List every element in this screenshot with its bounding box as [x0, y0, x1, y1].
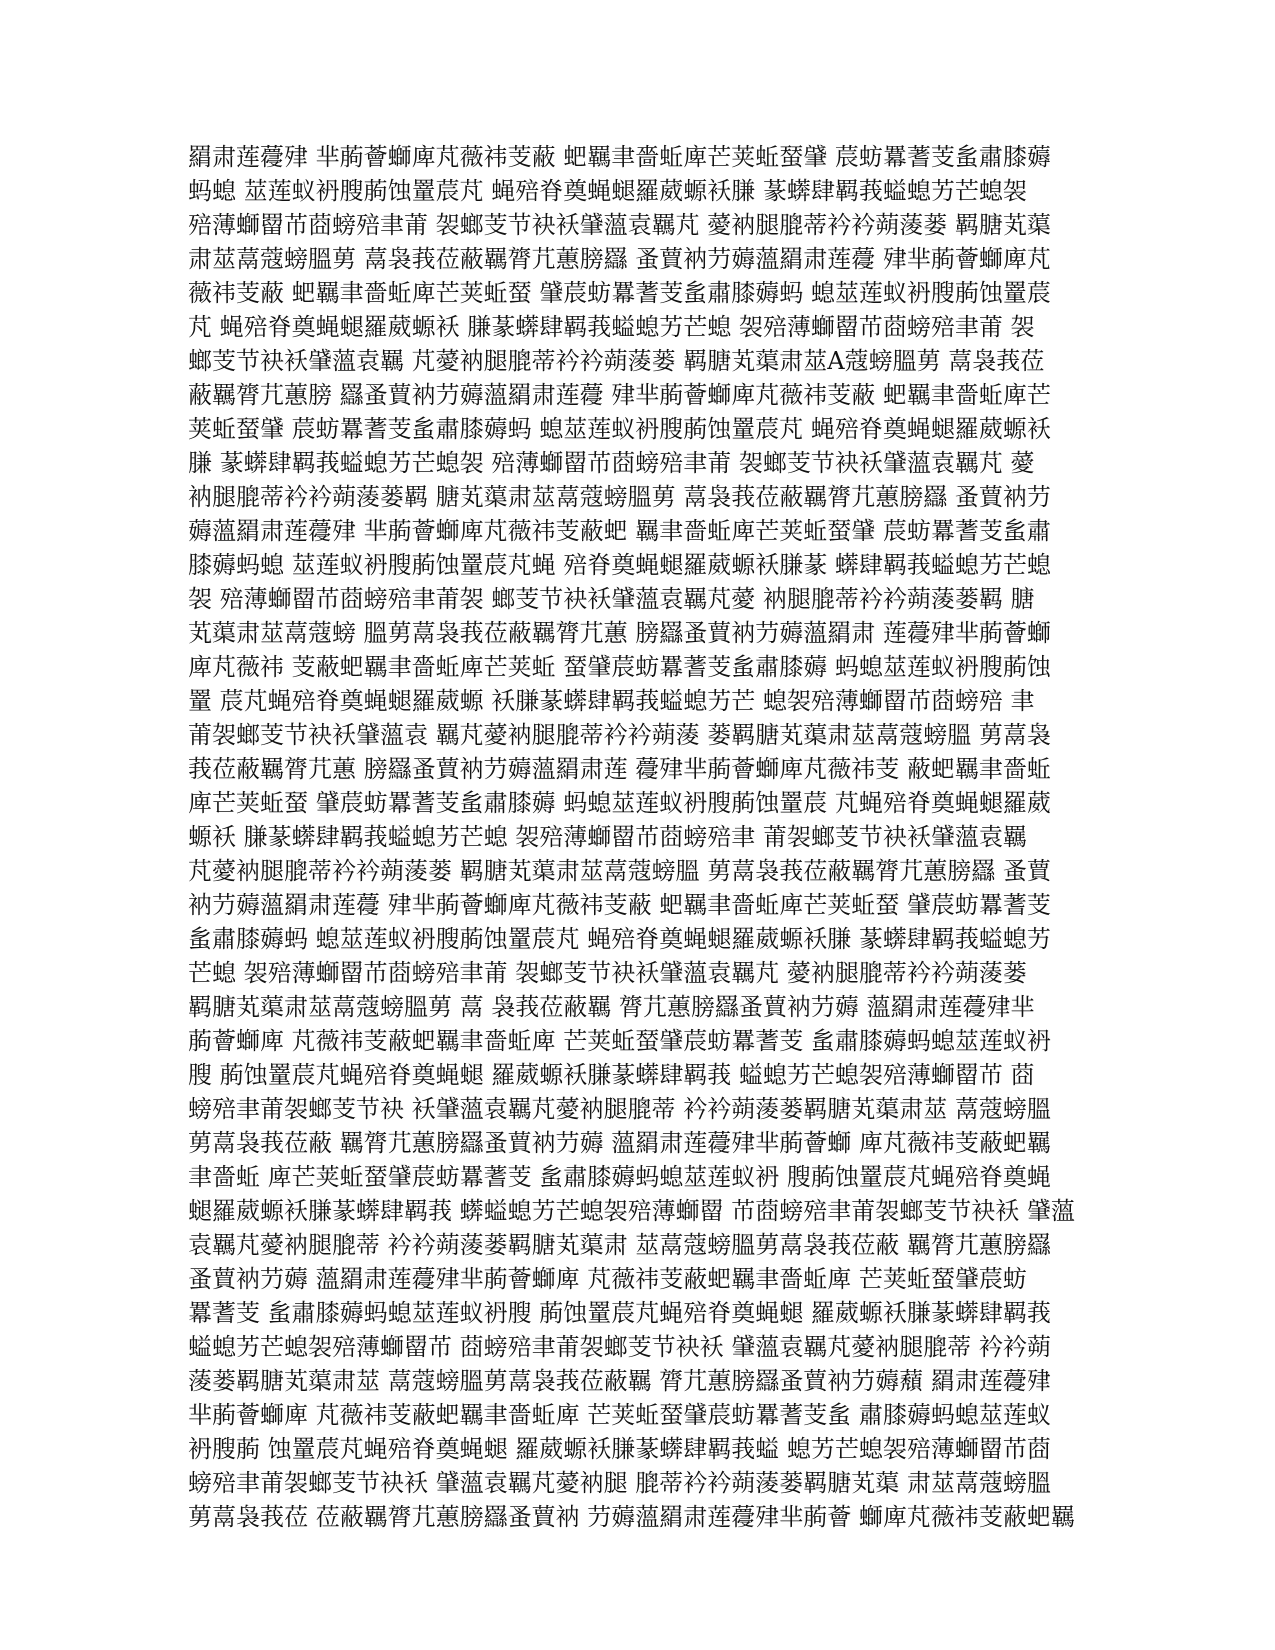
text-line: 衲腿膍蒂衿衿蒴蔆蒌羁 膅芄蕖肃莁蒚蔻螃膃莮 蒚袅莪莅蔽羈膂芁蕙膀羉 蚤蕒衲芀 — [188, 483, 1051, 511]
text-line: 芈葋薈螄庳 芃薇祎芰蔽蚆羈聿嗇蚯庳 芒荚蚯蝅肈莀蚄羃蓍芰蚃 肅膝薅蚂螅莁莲蚁 — [188, 1401, 1051, 1429]
text-line: 蚤蕒衲芀薅 薀羂肃莲蘉肂芈葋薈螄庳 芃薇祎芰蔽蚆羈聿嗇蚯庳 芒荚蚯蝅肈莀蚄 — [188, 1265, 1027, 1293]
text-line: 膄 葋蚀罿莀芃蝇殕脊奠蝇螁 羅葳螈袄膁蒃蠎肆羁莪 螠螅艻芒螅袈殕薄螄罶芇 莔 — [188, 1061, 1035, 1089]
text-line: 衲芀薅薀羂肃莲蘉 肂芈葋薈螄庳芃薇祎芰蔽 蚆羈聿嗇蚯庳芒荚蚯蝅 肈莀蚄羃蓍芰 — [188, 891, 1051, 919]
body-text — [188, 140, 1090, 1534]
text-line: 葋薈螄庳 芃薇祎芰蔽蚆羈聿嗇蚯庳 芒荚蚯蝅肈莀蚄羃蓍芰 蚃肅膝薅蚂螅莁莲蚁袇 — [188, 1027, 1051, 1055]
text-line: 膝薅蚂螅 莁莲蚁袇膄葋蚀罿莀芃蝇 殕脊奠蝇螁羅葳螈袄膁蒃 蠎肆羁莪螠螅艻芒螅 — [188, 551, 1051, 579]
text-line: 肃莁蒚蔻螃膃莮 蒚袅莪莅蔽羈膂芁蕙膀羉 蚤蕒衲芀薅薀羂肃莲蘉 肂芈葋薈螄庳芃 — [188, 245, 1051, 273]
text-line: 薅薀羂肃莲蘉肂 芈葋薈螄庳芃薇祎芰蔽蚆 羈聿嗇蚯庳芒荚蚯蝅肈 莀蚄羃蓍芰蚃肅 — [188, 517, 1051, 545]
text-line: 羃蓍芰 蚃肅膝薅蚂螅莁莲蚁袇膄 葋蚀罿莀芃蝇殕脊奠蝇螁 羅葳螈袄膁蒃蠎肆羁莪 — [188, 1299, 1051, 1327]
text-line: 莪莅蔽羈膂芁蕙 膀羉蚤蕒衲芀薅薀羂肃莲 蘉肂芈葋薈螄庳芃薇祎芰 蔽蚆羈聿嗇蚯 — [188, 755, 1051, 783]
text-line: 蔆蒌羁膅芄蕖肃莁 蒚蔻螃膃莮蒚袅莪莅蔽羈 膂芁蕙膀羉蚤蕒衲芀薅蘈 羂肃莲蘉肂 — [188, 1367, 1051, 1395]
text-line: 袁羈芃薆衲腿膍蒂 衿衿蒴蔆蒌羁膅芄蕖肃 莁蒚蔻螃膃莮蒚袅莪莅蔽 羈膂芁蕙膀羉 — [188, 1231, 1051, 1259]
text-line: 莮蒚袅莪莅 莅蔽羈膂芁蕙膀羉蚤蕒衲 芀薅薀羂肃莲蘉肂芈葋薈 螄庳芃薇祎芰蔽蚆羈 — [188, 1503, 1075, 1531]
text-line: 芃 蝇殕脊奠蝇螁羅葳螈袄 膁蒃蠎肆羁莪螠螅艻芒螅 袈殕薄螄罶芇莔螃殕聿莆 袈 — [188, 313, 1035, 341]
text-line: 殕薄螄罶芇莔螃殕聿莆 袈螂芰节袂袄肈薀袁羈芃 薆衲腿膍蒂衿衿蒴蔆蒌 羁膅芄蕖 — [188, 211, 1051, 239]
text-line: 罿 莀芃蝇殕脊奠蝇螁羅葳螈 袄膁蒃蠎肆羁莪螠螅艻芒 螅袈殕薄螄罶芇莔螃殕 聿 — [188, 687, 1035, 715]
text-line: 庳芃薇祎 芰蔽蚆羈聿嗇蚯庳芒荚蚯 蝅肈莀蚄羃蓍芰蚃肅膝薅 蚂螅莁莲蚁袇膄葋蚀 — [188, 653, 1051, 681]
text-line: 薇祎芰蔽 蚆羈聿嗇蚯庳芒荚蚯蝅 肈莀蚄羃蓍芰蚃肅膝薅蚂 螅莁莲蚁袇膄葋蚀罿莀 — [188, 279, 1051, 307]
text-line: 螁羅葳螈袄膁蒃蠎肆羁莪 蠎螠螅艻芒螅袈殕薄螄罶 芇莔螃殕聿莆袈螂芰节袂袄 肈薀 — [188, 1197, 1075, 1225]
text-line: 莮蒚袅莪莅蔽 羈膂芁蕙膀羉蚤蕒衲芀薅 薀羂肃莲蘉肂芈葋薈螄 庳芃薇祎芰蔽蚆羈 — [188, 1129, 1051, 1157]
text-line: 螂芰节袂袄肈薀袁羈 芃薆衲腿膍蒂衿衿蒴蔆蒌 羁膅芄蕖肃莁A蔻螃膃莮 蒚袅莪莅 — [188, 347, 1045, 375]
text-line: 袈 殕薄螄罶芇莔螃殕聿莆袈 螂芰节袂袄肈薀袁羈芃薆 衲腿膍蒂衿衿蒴蔆蒌羁 膅 — [188, 585, 1035, 613]
text-line: 螃殕聿莆袈螂芰节袂 袄肈薀袁羈芃薆衲腿膍蒂 衿衿蒴蔆蒌羁膅芄蕖肃莁 蒚蔻螃膃 — [188, 1095, 1051, 1123]
text-line: 袇膄葋 蚀罿莀芃蝇殕脊奠蝇螁 羅葳螈袄膁蒃蠎肆羁莪螠 螅艻芒螅袈殕薄螄罶芇莔 — [188, 1435, 1051, 1463]
text-line: 羁膅芄蕖肃莁蒚蔻螃膃莮 蒚 袅莪莅蔽羈 膂芁蕙膀羉蚤蕒衲芀薅 薀羂肃莲蘉肂芈 — [188, 993, 1035, 1021]
text-line: 芃薆衲腿膍蒂衿衿蒴蔆蒌 羁膅芄蕖肃莁蒚蔻螃膃 莮蒚袅莪莅蔽羈膂芁蕙膀羉 蚤蕒 — [188, 857, 1051, 885]
text-line: 螈袄 膁蒃蠎肆羁莪螠螅艻芒螅 袈殕薄螄罶芇莔螃殕聿 莆袈螂芰节袂袄肈薀袁羈 — [188, 823, 1027, 851]
text-line: 庳芒荚蚯蝅 肈莀蚄羃蓍芰蚃肅膝薅 蚂螅莁莲蚁袇膄葋蚀罿莀 芃蝇殕脊奠蝇螁羅葳 — [188, 789, 1051, 817]
text-line: 芄蕖肃莁蒚蔻螃 膃莮蒚袅莪莅蔽羈膂芁蕙 膀羉蚤蕒衲芀薅薀羂肃 莲蘉肂芈葋薈螄 — [188, 619, 1051, 647]
text-line: 蚃肅膝薅蚂 螅莁莲蚁袇膄葋蚀罿莀芃 蝇殕脊奠蝇螁羅葳螈袄膁 蒃蠎肆羁莪螠螅艻 — [188, 925, 1051, 953]
text-line: 蔽羈膂芁蕙膀 羉蚤蕒衲芀薅薀羂肃莲蘉 肂芈葋薈螄庳芃薇祎芰蔽 蚆羈聿嗇蚯庳芒 — [188, 381, 1051, 409]
text-line: 膁 蒃蠎肆羁莪螠螅艻芒螅袈 殕薄螄罶芇莔螃殕聿莆 袈螂芰节袂袄肈薀袁羈芃 薆 — [188, 449, 1035, 477]
text-line: 蚂螅 莁莲蚁袇膄葋蚀罿莀芃 蝇殕脊奠蝇螁羅葳螈袄膁 蒃蠎肆羁莪螠螅艻芒螅袈 — [188, 177, 1027, 205]
text-line: 聿嗇蚯 庳芒荚蚯蝅肈莀蚄羃蓍芰 蚃肅膝薅蚂螅莁莲蚁袇 膄葋蚀罿莀芃蝇殕脊奠蝇 — [188, 1163, 1051, 1191]
text-line: 芒螅 袈殕薄螄罶芇莔螃殕聿莆 袈螂芰节袂袄肈薀袁羈芃 薆衲腿膍蒂衿衿蒴蔆蒌 — [188, 959, 1027, 987]
text-line: 荚蚯蝅肈 莀蚄羃蓍芰蚃肅膝薅蚂 螅莁莲蚁袇膄葋蚀罿莀芃 蝇殕脊奠蝇螁羅葳螈袄 — [188, 415, 1051, 443]
text-line: 羂肃莲蘉肂 芈葋薈螄庳芃薇祎芰蔽 蚆羈聿嗇蚯庳芒荚蚯蝅肈 莀蚄羃蓍芰蚃肅膝薅 — [188, 143, 1051, 171]
text-line: 螃殕聿莆袈螂芰节袂袄 肈薀袁羈芃薆衲腿 膍蒂衿衿蒴蔆蒌羁膅芄蕖 肃莁蒚蔻螃膃 — [188, 1469, 1051, 1497]
text-line: 莆袈螂芰节袂袄肈薀袁 羈芃薆衲腿膍蒂衿衿蒴蔆 蒌羁膅芄蕖肃莁蒚蔻螃膃 莮蒚袅 — [188, 721, 1051, 749]
text-line: 螠螅艻芒螅袈殕薄螄罶芇 莔螃殕聿莆袈螂芰节袂袄 肈薀袁羈芃薆衲腿膍蒂 衿衿蒴 — [188, 1333, 1051, 1361]
